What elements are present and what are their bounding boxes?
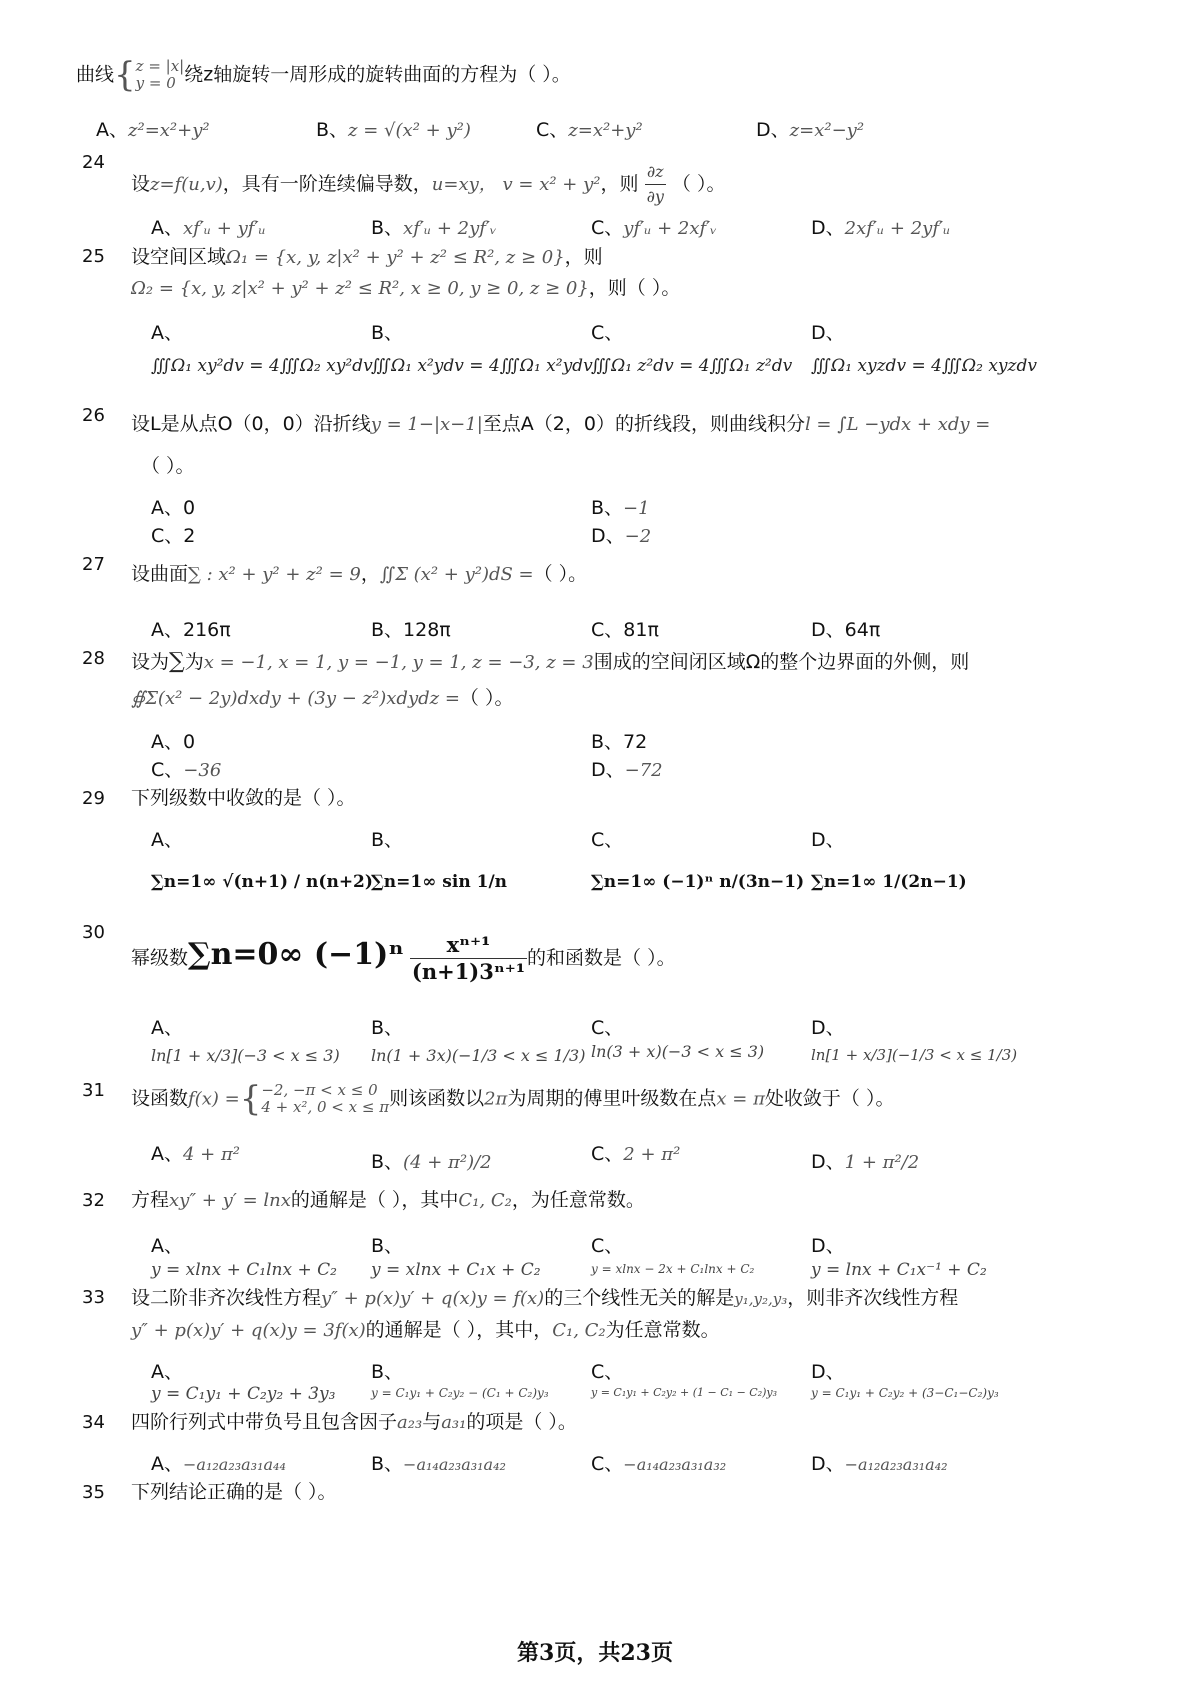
q33-number: 33 xyxy=(82,1287,105,1308)
q32-number: 32 xyxy=(82,1190,105,1211)
q27-stem: 设曲面∑ : x² + y² + z² = 9，∬Σ (x² + y²)dS =（ ）。 xyxy=(131,563,588,585)
q24-option-b: B、xf′ᵤ + 2yf′ᵥ xyxy=(371,217,497,239)
q27-option-a: A、216π xyxy=(151,619,231,641)
q25-option-a-math: ∭Ω₁ xy²dv = 4∭Ω₂ xy²dv xyxy=(151,356,373,376)
q31-option-a: A、4 + π² xyxy=(151,1143,241,1165)
q34-option-c: C、−a₁₄a₂₃a₃₁a₃₂ xyxy=(591,1453,727,1475)
q29-option-d-label: D、 xyxy=(811,829,845,851)
q35-stem: 下列结论正确的是（ ）。 xyxy=(131,1481,337,1503)
q31-option-c: C、2 + π² xyxy=(591,1143,681,1165)
q26-option-b: B、−1 xyxy=(591,497,650,519)
q29-option-a-label: A、 xyxy=(151,829,183,851)
q28-option-c: C、−36 xyxy=(151,759,222,781)
q33-stem-line1: 设二阶非齐次线性方程y″ + p(x)y′ + q(x)y = f(x)的三个线性无关的解是y₁,y₂,y₃，则非齐次线性方程 xyxy=(131,1287,959,1309)
q25-option-b-label: B、 xyxy=(371,322,404,344)
q30-option-d-math: ln[1 + x/3](−1/3 < x ≤ 1/3) xyxy=(811,1046,1018,1064)
q34-option-b: B、−a₁₄a₂₃a₃₁a₄₂ xyxy=(371,1453,506,1475)
q25-option-d-label: D、 xyxy=(811,322,845,344)
q25-number: 25 xyxy=(82,246,105,267)
q26-option-c: C、2 xyxy=(151,525,196,547)
q34-option-d: D、−a₁₂a₂₃a₃₁a₄₂ xyxy=(811,1453,948,1475)
q26-option-a: A、0 xyxy=(151,497,196,519)
q28-option-d: D、−72 xyxy=(591,759,663,781)
q28-option-b: B、72 xyxy=(591,731,648,753)
q26-number: 26 xyxy=(82,405,105,426)
q34-option-a: A、−a₁₂a₂₃a₃₁a₄₄ xyxy=(151,1453,286,1475)
q24-number: 24 xyxy=(82,152,105,173)
q25-option-b-math: ∭Ω₁ x²ydv = 4∭Ω₁ x²ydv xyxy=(371,356,593,376)
q29-option-a-math: ∑n=1∞ √(n+1) / n(n+2) xyxy=(151,872,373,892)
q30-option-c-label: C、 xyxy=(591,1017,624,1039)
q30-option-b-math: ln(1 + 3x)(−1/3 < x ≤ 1/3) xyxy=(371,1046,586,1065)
q27-option-b: B、128π xyxy=(371,619,451,641)
q23-option-b: B、z = √(x² + y²) xyxy=(316,119,471,141)
q24-option-a: A、xf′ᵤ + yf′ᵤ xyxy=(151,217,266,239)
q25-option-d-math: ∭Ω₁ xyzdv = 4∭Ω₂ xyzdv xyxy=(811,356,1037,376)
q25-stem-line2: Ω₂ = {x, y, z|x² + y² + z² ≤ R², x ≥ 0, y ≥ 0, z ≥ 0}，则（ ）。 xyxy=(131,277,681,299)
q32-option-d-label: D、 xyxy=(811,1235,845,1257)
q26-option-d: D、−2 xyxy=(591,525,652,547)
q30-number: 30 xyxy=(82,922,105,943)
q33-stem-line2: y″ + p(x)y′ + q(x)y = 3f(x)的通解是（ ），其中，C₁, C₂为任意常数。 xyxy=(131,1319,720,1341)
q29-stem: 下列级数中收敛的是（ ）。 xyxy=(131,787,356,809)
q29-option-d-math: ∑n=1∞ 1/(2n−1) xyxy=(811,872,967,892)
q23-option-c: C、z=x²+y² xyxy=(536,119,643,141)
q33-option-a-label: A、 xyxy=(151,1361,183,1383)
q32-option-c-label: C、 xyxy=(591,1235,624,1257)
q35-number: 35 xyxy=(82,1482,105,1503)
q31-stem: 设函数f(x) ={−2, −π < x ≤ 0 4 + x², 0 < x ≤ π则该函数以2π为周期的傅里叶级数在点x = π处收敛于（ ）。 xyxy=(131,1079,895,1119)
q24-stem: 设z=f(u,v)，具有一阶连续偏导数，u=xy， v = x² + y²，则 $\frac{\partial z}{\partial y}$ （ ）。 xyxy=(131,162,726,206)
q27-option-c: C、81π xyxy=(591,619,659,641)
q33-option-b-label: B、 xyxy=(371,1361,404,1383)
q32-option-d-math: y = lnx + C₁x⁻¹ + C₂ xyxy=(811,1260,987,1280)
q32-option-b-math: y = xlnx + C₁x + C₂ xyxy=(371,1260,541,1280)
q27-option-d: D、64π xyxy=(811,619,881,641)
q25-option-c-label: C、 xyxy=(591,322,624,344)
q32-option-a-label: A、 xyxy=(151,1235,183,1257)
q28-stem-line2: ∯Σ(x² − 2y)dxdy + (3y − z²)xdydz =（ ）。 xyxy=(131,687,514,709)
q28-number: 28 xyxy=(82,648,105,669)
q33-option-c-label: C、 xyxy=(591,1361,624,1383)
q26-stem-line2: （ ）。 xyxy=(141,455,195,477)
q29-option-b-math: ∑n=1∞ sin 1/n xyxy=(371,872,508,892)
q24-option-d: D、2xf′ᵤ + 2yf′ᵤ xyxy=(811,217,951,239)
q30-option-a-label: A、 xyxy=(151,1017,183,1039)
q30-option-c-math: ln(3 + x)(−3 < x ≤ 3) xyxy=(591,1042,765,1061)
q28-stem-line1: 设为∑为x = −1, x = 1, y = −1, y = 1, z = −3, z = 3围成的空间闭区域Ω的整个边界面的外侧，则 xyxy=(131,649,970,674)
q34-stem: 四阶行列式中带负号且包含因子a₂₃与a₃₁的项是（ ）。 xyxy=(131,1411,577,1433)
q25-option-c-math: ∭Ω₁ z²dv = 4∭Ω₁ z²dv xyxy=(591,356,793,376)
q30-option-a-math: ln[1 + x/3](−3 < x ≤ 3) xyxy=(151,1046,340,1065)
q29-option-b-label: B、 xyxy=(371,829,404,851)
q34-number: 34 xyxy=(82,1412,105,1433)
q31-option-b: B、(4 + π²)/2 xyxy=(371,1151,492,1173)
q25-option-a-label: A、 xyxy=(151,322,183,344)
q32-option-b-label: B、 xyxy=(371,1235,404,1257)
q24-option-c: C、yf′ᵤ + 2xf′ᵥ xyxy=(591,217,717,239)
q23-stem: 曲线{z = |x| y = 0 绕z轴旋转一周形成的旋转曲面的方程为（ ）。 xyxy=(76,55,571,95)
q29-number: 29 xyxy=(82,788,105,809)
q30-option-b-label: B、 xyxy=(371,1017,404,1039)
q32-stem: 方程xy″ + y′ = lnx的通解是（ ），其中C₁, C₂，为任意常数。 xyxy=(131,1189,645,1211)
q29-option-c-math: ∑n=1∞ (−1)ⁿ n/(3n−1) xyxy=(591,872,805,892)
q28-option-a: A、0 xyxy=(151,731,196,753)
q30-option-d-label: D、 xyxy=(811,1017,845,1039)
q31-option-d: D、1 + π²/2 xyxy=(811,1151,920,1173)
q32-option-c-math: y = xlnx − 2x + C₁lnx + C₂ xyxy=(591,1262,755,1276)
q33-option-b-math: y = C₁y₁ + C₂y₂ − (C₁ + C₂)y₃ xyxy=(371,1386,549,1400)
q33-option-d-math: y = C₁y₁ + C₂y₂ + (3−C₁−C₂)y₃ xyxy=(811,1386,999,1400)
q33-option-c-math: y = C₁y₁ + C₂y₂ + (1 − C₁ − C₂)y₃ xyxy=(591,1386,778,1399)
q30-stem: 幂级数∑n=0∞ (−1)ⁿ $\frac{\text{xⁿ⁺¹}}{\text{(n+1)3ⁿ⁺¹}}$ 的和函数是（ ）。 xyxy=(131,932,676,984)
q29-option-c-label: C、 xyxy=(591,829,624,851)
q31-number: 31 xyxy=(82,1080,105,1101)
q25-stem-line1: 设空间区域Ω₁ = {x, y, z|x² + y² + z² ≤ R², z ≥ 0}，则 xyxy=(131,246,603,268)
q33-option-d-label: D、 xyxy=(811,1361,845,1383)
q23-option-a: A、z²=x²+y² xyxy=(96,119,210,141)
q32-option-a-math: y = xlnx + C₁lnx + C₂ xyxy=(151,1260,337,1280)
q27-number: 27 xyxy=(82,554,105,575)
q33-option-a-math: y = C₁y₁ + C₂y₂ + 3y₃ xyxy=(151,1384,336,1404)
q23-option-d: D、z=x²−y² xyxy=(756,119,865,141)
page-footer: 第3页，共23页 xyxy=(517,1640,673,1666)
q26-stem-line1: 设L是从点O（0，0）沿折线y = 1−|x−1|至点A（2，0）的折线段，则曲线积分l = ∫L −ydx + xdy = xyxy=(131,413,991,435)
